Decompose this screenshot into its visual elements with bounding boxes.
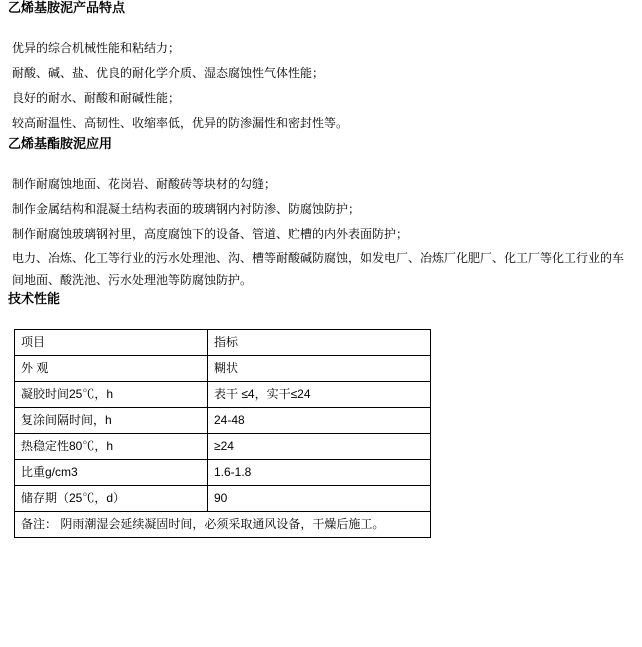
table-row: [15, 356, 431, 382]
table-cell-value: 24-48: [208, 408, 431, 434]
section-title-product-features: 乙烯基胺泥产品特点: [8, 0, 126, 15]
table-cell-value: 表干 ≤4，实干≤24: [208, 382, 431, 408]
section-title-applications: 乙烯基酯胺泥应用: [8, 136, 113, 151]
table-row: [15, 330, 431, 356]
table-cell-value: ≥24: [208, 434, 431, 460]
applications-list: [12, 172, 634, 291]
table-cell-label: 热稳定性80℃，h: [15, 434, 208, 460]
technical-performance-table: [14, 329, 431, 538]
application-line: 制作耐腐蚀地面、花岗岩、耐酸砖等块材的勾缝；: [12, 177, 277, 191]
table-row: [15, 382, 431, 408]
table-header-item: 项目: [15, 330, 208, 356]
table-cell-value: 1.6-1.8: [208, 460, 431, 486]
table-row-note: [15, 512, 431, 538]
table-cell-value: 90: [208, 486, 431, 512]
section-title-technical-performance: 技术性能: [8, 291, 61, 306]
application-line: 制作耐腐蚀玻璃钢衬里，高度腐蚀下的设备、管道、贮槽的内外表面防护；: [12, 227, 409, 241]
feature-line: 耐酸、碱、盐、优良的耐化学介质、湿态腐蚀性气体性能；: [12, 66, 325, 80]
feature-line: 较高耐温性、高韧性、收缩率低，优异的防渗漏性和密封性等。: [12, 116, 349, 130]
table-cell-label: 复涂间隔时间，h: [15, 408, 208, 434]
table-row: [15, 434, 431, 460]
table-row: [15, 408, 431, 434]
application-line: 电力、冶炼、化工等行业的污水处理池、沟、槽等耐酸碱防腐蚀，如发电厂、冶炼厂化肥厂、化工厂等化工行业的车间地面、酸洗池、污水处理池等防腐蚀防护。: [12, 251, 625, 287]
application-line: 制作金属结构和混凝土结构表面的玻璃钢内衬防渗、防腐蚀防护；: [12, 202, 361, 216]
table-row: [15, 486, 431, 512]
table-header-index: 指标: [208, 330, 431, 356]
table-cell-label: 储存期（25℃，d）: [15, 486, 208, 512]
table-note: 备注： 阴雨潮湿会延续凝固时间，必须采取通风设备，干燥后施工。: [15, 512, 431, 538]
table-row: [15, 460, 431, 486]
table-cell-label: 外 观: [15, 356, 208, 382]
table-cell-label: 凝胶时间25℃，h: [15, 382, 208, 408]
table-cell-label: 比重g/cm3: [15, 460, 208, 486]
table-cell-value: 糊状: [208, 356, 431, 382]
feature-line: 良好的耐水、耐酸和耐碱性能；: [12, 91, 181, 105]
feature-line: 优异的综合机械性能和粘结力；: [12, 41, 181, 55]
product-features-list: [12, 36, 634, 136]
